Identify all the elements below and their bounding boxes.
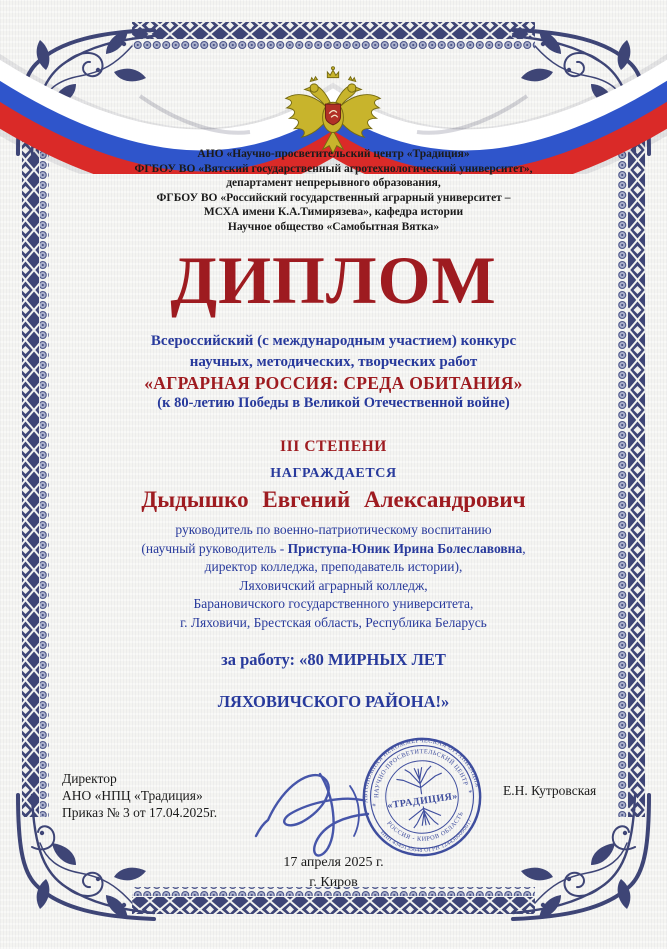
work-title-line-2: ЛЯХОВИЧСКОГО РАЙОНА!» (217, 692, 450, 711)
diploma-title: ДИПЛОМ (170, 242, 497, 318)
detail-line (0, 540, 667, 559)
stamp-arc-bottom-inner: РОССИЯ - КИРОВ ОБЛАСТЬ (385, 810, 465, 843)
stamp-arc-top-inner: НАУЧНО-ПРОСВЕТИТЕЛЬСКИЙ ЦЕНТР (373, 748, 470, 799)
org-line: АНО «Научно-просветительский центр «Традиция» (197, 148, 470, 160)
degree-label: III СТЕПЕНИ (280, 438, 387, 455)
detail-line: Барановичского государственного университета, (193, 596, 474, 612)
stamp-arc-top-outer: АВТОНОМНАЯ НЕКОММЕРЧЕСКАЯ ОРГАНИЗАЦИЯ (362, 737, 481, 804)
contest-line-2: научных, методических, творческих работ (189, 354, 478, 370)
supervisor-suffix: , (522, 540, 526, 556)
director-title: Директор (62, 771, 117, 786)
stamp-arc-bottom-outer: ИНН 4345135648 ОГРН 1244300090017 (378, 818, 474, 854)
recipient-name: Дыдышко Евгений Александрович (141, 487, 526, 512)
organizers-block (0, 147, 667, 235)
org-line: Научное общество «Самобытная Вятка» (227, 220, 440, 233)
contest-line-1: Всероссийский (с международным участием) конкурс (150, 333, 517, 349)
org-line: ФГБОУ ВО «Российский государственный аграрный университет – (156, 191, 511, 204)
round-stamp (361, 736, 483, 858)
contest-dedication: (к 80-летию Победы в Великой Отечественной войне) (157, 395, 510, 411)
stamp-center-text: «ТРАДИЦИЯ» (386, 790, 459, 812)
awarded-label: НАГРАЖДАЕТСЯ (270, 466, 397, 481)
org-line: ФГБОУ ВО «Вятский государственный агротехнологический университет», (134, 162, 533, 175)
stamp-star-left: * (371, 801, 377, 811)
director-org: АНО «НПЦ «Традиция» (62, 787, 203, 803)
supervisor-prefix: (научный руководитель - (141, 540, 288, 556)
recipient-details (0, 521, 667, 633)
supervisor-name: Приступа-Юник Ирина Болеславовна (287, 540, 523, 556)
issue-date: 17 апреля 2025 г. (283, 855, 384, 870)
director-block (62, 771, 217, 822)
detail-line: Ляховичский аграрный колледж, (239, 577, 428, 593)
detail-line: г. Ляховичи, Брестская область, Республика Беларусь (180, 614, 487, 630)
stamp-star-right: * (467, 787, 473, 798)
issue-city: г. Киров (309, 875, 358, 890)
org-line: департамент непрерывного образования, (226, 177, 441, 190)
contest-name: «АГРАРНАЯ РОССИЯ: СРЕДА ОБИТАНИЯ» (144, 373, 523, 393)
work-title-line-1: за работу: «80 МИРНЫХ ЛЕТ (221, 650, 446, 669)
order-number: Приказ № 3 от 17.04.2025г. (62, 804, 218, 820)
detail-line: директор колледжа, преподаватель истории), (204, 559, 463, 575)
detail-line: руководитель по военно-патриотическому воспитанию (175, 522, 492, 537)
org-line: МСХА имени К.А.Тимирязева», кафедра истории (203, 206, 464, 219)
signer-name: Е.Н. Кутровская (503, 783, 597, 798)
coat-of-arms-eagle-icon (281, 54, 385, 158)
